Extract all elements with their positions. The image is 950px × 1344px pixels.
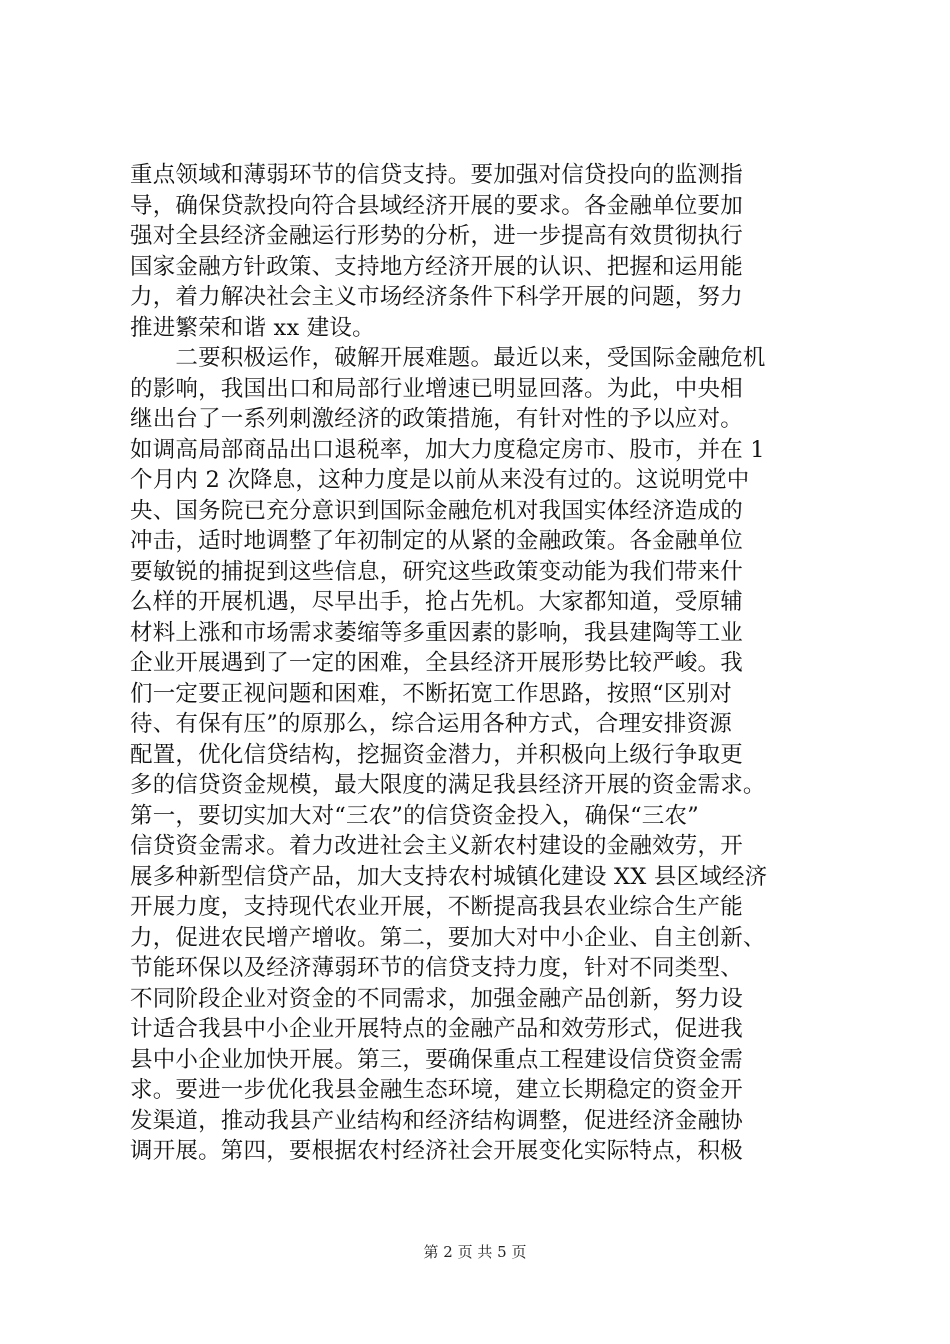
text-line: 材料上涨和市场需求萎缩等多重因素的影响，我县建陶等工业 <box>130 619 743 646</box>
text-line: 力，促进农民增产增收。第二，要加大对中小企业、自主创新、 <box>130 924 766 951</box>
text-line: 强对全县经济金融运行形势的分析，进一步提高有效贯彻执行 <box>130 223 743 249</box>
text-line: 待、有保有压”的原那么，综合运用各种方式，合理安排资源 <box>130 711 732 737</box>
text-line: 么样的开展机遇，尽早出手，抢占先机。大家都知道，受原辅 <box>130 589 743 615</box>
text-line: 继出台了一系列刺激经济的政策措施，有针对性的予以应对。 <box>130 406 743 432</box>
text-line: 二要积极运作，破解开展难题。最近以来，受国际金融危机 <box>130 345 766 371</box>
text-line: 导，确保贷款投向符合县域经济开展的要求。各金融单位要加 <box>130 192 743 219</box>
text-line: 多的信贷资金规模，最大限度的满足我县经济开展的资金需求。 <box>130 772 766 798</box>
text-line: 调开展。第四，要根据农村经济社会开展变化实际特点，积极 <box>130 1138 743 1164</box>
text-line: 重点领域和薄弱环节的信贷支持。要加强对信贷投向的监测指 <box>130 162 743 188</box>
text-line: 发渠道，推动我县产业结构和经济结构调整，促进经济金融协 <box>130 1107 743 1134</box>
text-line: 节能环保以及经济薄弱环节的信贷支持力度，针对不同类型、 <box>130 955 743 981</box>
text-line: 信贷资金需求。着力改进社会主义新农村建设的金融效劳，开 <box>130 833 743 859</box>
text-line: 要敏锐的捕捉到这些信息，研究这些政策变动能为我们带来什 <box>130 558 743 585</box>
text-line: 冲击，适时地调整了年初制定的从紧的金融政策。各金融单位 <box>130 528 743 554</box>
text-line: 不同阶段企业对资金的不同需求，加强金融产品创新，努力设 <box>130 985 743 1012</box>
text-line: 开展力度，支持现代农业开展，不断提高我县农业综合生产能 <box>130 894 743 920</box>
text-line: 计适合我县中小企业开展特点的金融产品和效劳形式，促进我 <box>130 1016 743 1042</box>
page-footer: 第 2 页 共 5 页 <box>423 1243 527 1261</box>
text-line: 第一，要切实加大对“三农”的信贷资金投入，确保“三农” <box>130 802 699 829</box>
text-line: 配置，优化信贷结构，挖掘资金潜力，并积极向上级行争取更 <box>130 741 743 768</box>
text-line: 个月内 2 次降息，这种力度是以前从来没有过的。这说明党中 <box>130 467 750 493</box>
text-line: 展多种新型信贷产品，加大支持农村城镇化建设 XX 县区域经济 <box>130 863 768 890</box>
text-line: 的影响，我国出口和局部行业增速已明显回落。为此，中央相 <box>130 375 743 402</box>
text-line: 求。要进一步优化我县金融生态环境，建立长期稳定的资金开 <box>130 1077 743 1103</box>
text-line: 们一定要正视问题和困难，不断拓宽工作思路，按照“区别对 <box>130 680 732 707</box>
text-line: 国家金融方针政策、支持地方经济开展的认识、把握和运用能 <box>130 253 743 280</box>
text-line: 推进繁荣和谐 xx 建设。 <box>130 314 375 341</box>
text-line: 企业开展遇到了一定的困难，全县经济开展形势比较严峻。我 <box>130 650 743 676</box>
text-line: 如调高局部商品出口退税率，加大力度稳定房市、股市，并在 1 <box>130 436 765 463</box>
text-line: 央、国务院已充分意识到国际金融危机对我国实体经济造成的 <box>130 497 743 524</box>
body-text <box>130 160 830 1167</box>
text-line: 县中小企业加快开展。第三，要确保重点工程建设信贷资金需 <box>130 1046 743 1073</box>
text-line: 力，着力解决社会主义市场经济条件下科学开展的问题，努力 <box>130 284 743 310</box>
